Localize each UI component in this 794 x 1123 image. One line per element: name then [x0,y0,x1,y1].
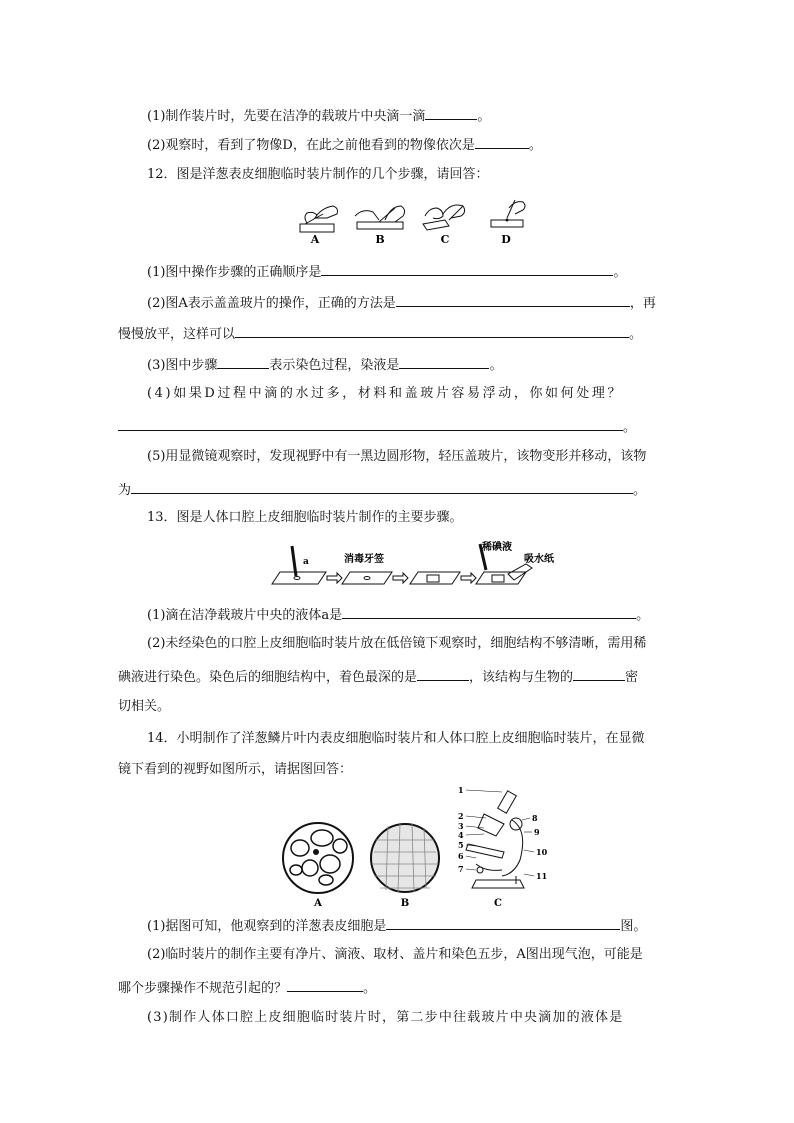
q13-intro: 13．图是人体口腔上皮细胞临时装片制作的主要步骤。 [147,510,463,525]
callout-10: 10 [536,847,548,857]
q13-steps-illustration [270,538,560,590]
callout-6: 6 [458,851,464,861]
field-c-microscope [466,791,524,888]
q12-part3 [147,355,502,374]
callout-9: 9 [534,827,540,837]
q14-figure [280,780,560,910]
step-label-d: D [501,233,511,246]
answer-blank[interactable] [396,293,630,307]
field-b [371,824,439,892]
q12-figure [295,196,535,248]
answer-blank[interactable] [399,355,489,369]
punct: 。 [489,358,503,373]
punct: 。 [528,138,542,153]
q11-part1-text: (1)制作装片时，先要在洁净的载玻片中央滴一滴 [147,109,426,124]
q14-intro-a: 14．小明制作了洋葱鳞片叶内表皮细胞临时装片和人体口腔上皮细胞临时装片，在显微 [147,731,645,746]
step-label-a: A [310,233,320,246]
callout-4: 4 [458,830,464,840]
callout-3: 3 [458,821,464,831]
callout-5: 5 [458,840,464,850]
q11-part2 [147,135,542,154]
step-b-drawing [355,206,405,229]
q12-part5a: (5)用显微镜观察时，发现视野中有一黑边圆形物，轻压盖玻片，该物变形并移动，该物 [147,449,647,464]
answer-blank[interactable] [342,605,636,619]
punct: 。 [613,265,627,280]
q14-microscope-illustration [280,780,560,910]
fig-label-c: C [494,898,502,909]
answer-blank[interactable] [217,355,269,369]
callout-8: 8 [532,813,538,823]
q11-part2-text: (2)观察时，看到了物像D，在此之前他看到的物像依次是 [147,138,475,153]
q13-part1 [147,605,649,624]
q12-part2a [147,293,656,312]
answer-blank[interactable] [386,916,620,930]
q13-part2b [118,667,638,686]
answer-blank[interactable] [573,667,625,681]
blotting-paper-label: 吸水纸 [524,554,554,565]
punct: 图。 [620,919,647,934]
fig-label-b: B [400,898,410,909]
q12-part2-text: (2)图A表示盖盖玻片的操作，正确的方法是 [147,296,396,311]
punct: 。 [623,420,637,435]
q12-part1-text: (1)图中操作步骤的正确顺序是 [147,265,322,280]
punct: 。 [636,608,650,623]
answer-blank[interactable] [475,135,529,149]
punct: 。 [633,483,647,498]
callout-7: 7 [458,864,464,874]
toothpick-label: 消毒牙签 [344,554,384,565]
punct: 。 [477,109,491,124]
q12-part3-text-b: 表示染色过程，染液是 [269,358,400,373]
answer-blank[interactable] [131,480,633,494]
q14-part2a: (2)临时装片的制作主要有净片、滴液、取材、盖片和染色五步，A图出现气泡，可能是 [147,947,643,962]
liquid-a-label: a [303,557,309,567]
q13-part2e: 切相关。 [118,699,171,714]
field-a [283,823,353,893]
q14-part2b-text: 哪个步骤操作不规范引起的？ [118,981,288,996]
punct: 。 [363,981,377,996]
q14-part1 [147,916,646,935]
q12-intro: 12．图是洋葱表皮细胞临时装片制作的几个步骤，请回答： [147,167,489,182]
q14-intro-b: 镜下看到的视野如图所示，请据图回答： [118,762,353,777]
q12-part4-answer [118,417,636,436]
q12-part3-text: (3)图中步骤 [147,358,218,373]
step-label-c: C [440,233,450,246]
step-d-drawing [491,200,525,227]
q13-part2c-text: ，该结构与生物的 [469,670,574,685]
answer-blank[interactable] [417,667,469,681]
q12-part2b-text: 慢慢放平，这样可以 [118,327,236,342]
step-label-b: B [375,233,385,246]
punct: ，再 [629,296,656,311]
q13-part2d-text: 密 [625,670,639,685]
q14-part2b [118,978,376,997]
q12-part5b [118,480,646,499]
answer-blank[interactable] [425,106,477,120]
punct: 。 [629,327,643,342]
step-c-drawing [423,205,465,230]
q12-steps-illustration [295,196,535,248]
callout-1: 1 [458,785,464,795]
q14-part1-text: (1)据图可知，他观察到的洋葱表皮细胞是 [147,919,387,934]
q13-part1-text: (1)滴在洁净载玻片中央的液体a是 [147,608,343,623]
q14-part3: (3)制作人体口腔上皮细胞临时装片时，第二步中往载玻片中央滴加的液体是 [147,1010,624,1025]
callout-2: 2 [458,811,464,821]
answer-blank[interactable] [321,262,613,276]
answer-blank[interactable] [287,978,363,992]
fig-label-a: A [314,898,322,909]
q12-part4: (4)如果D过程中滴的水过多，材料和盖玻片容易浮动，你如何处理？ [147,386,624,401]
q12-part1 [147,262,626,281]
answer-blank[interactable] [118,417,623,431]
q12-part5b-text: 为 [118,483,132,498]
callout-11: 11 [536,871,548,881]
q13-part2b-text: 碘液进行染色。染色后的细胞结构中，着色最深的是 [118,670,418,685]
step-a-drawing [300,206,338,232]
answer-blank[interactable] [235,324,629,338]
q11-part1 [147,106,490,125]
q13-part2a: (2)未经染色的口腔上皮细胞临时装片放在低倍镜下观察时，细胞结构不够清晰，需用稀 [147,636,647,651]
q13-figure [270,538,560,590]
q12-part2b [118,324,642,343]
stain-label: 稀碘液 [482,542,512,553]
